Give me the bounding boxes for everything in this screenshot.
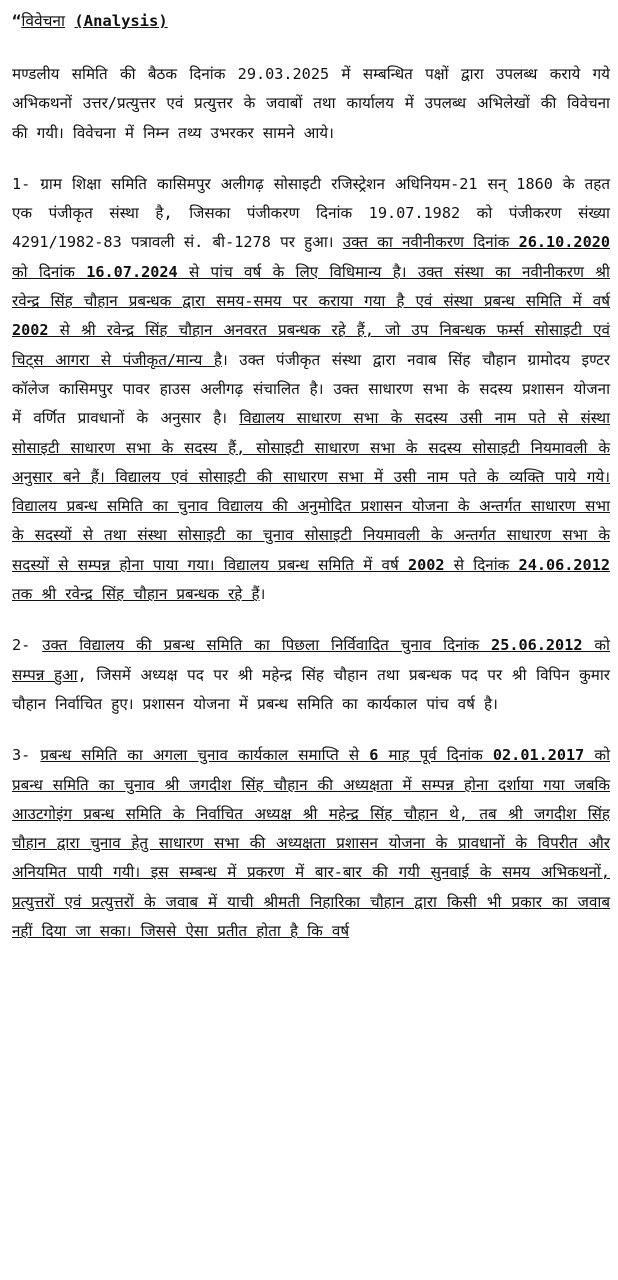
text-run: को सम्पन्न हुआ (12, 636, 610, 684)
text-run: मण्डलीय समिति की बैठक दिनांक 29.03.2025 में सम्बन्धित पक्षों द्वारा उपलब्ध कराये गये अभिकथनों उत्तर/प्रत्युत्तर एवं प्रत्युत्तर के जवाबों तथा कार्यालय में उपलब्ध अभिलेखों की विवेचना की गयी। विवेचना में निम्न तथ्य उभरकर सामने आये। (12, 65, 610, 142)
text-run: 25.06.2012 (491, 636, 583, 655)
text-run: उक्त विद्यालय की प्रबन्ध समिति का पिछला निर्विवादित चुनाव दिनांक (42, 636, 492, 655)
text-run: 2002 (407, 555, 445, 574)
text-run: , जिसमें अध्यक्ष पद पर श्री महेन्द्र सिंह चौहान तथा प्रबन्धक पद पर श्री विपिन कुमार चौहान निर्वाचित हुए। प्रशासन योजना में प्रबन्ध समिति का कार्यकाल पांच वर्ष है। (12, 665, 611, 713)
text-run: माह पूर्व दिनांक (378, 746, 493, 765)
section-heading (12, 6, 610, 36)
text-run: को दिनांक (12, 262, 87, 281)
heading-hindi: विवेचना (21, 12, 66, 30)
paragraph-intro (12, 60, 610, 148)
text-run: विद्यालय साधारण सभा के सदस्य उसी नाम पते से संस्था सोसाइटी साधारण सभा के सदस्य हैं, सोसाइटी साधारण सभा के सदस्य सोसाइटी नियमावली के अनुसार बने हैं। विद्यालय एवं सोसाइटी की साधारण सभा में उसी नाम पते के व्यक्ति पाये गये। विद्यालय प्रबन्ध समिति का चुनाव विद्यालय की अनुमोदित प्रशासन योजना के अन्तर्गत साधारण सभा के सदस्यों से तथा संस्था सोसाइटी का चुनाव सोसाइटी नियमावली के अन्तर्गत साधारण सभा के सदस्यों से सम्पन्न होना पाया गया। विद्यालय प्रबन्ध समिति में वर्ष (12, 409, 611, 574)
opening-quote-mark: “ (12, 12, 22, 30)
text-run: 3- (12, 746, 41, 765)
text-run: । (259, 585, 266, 604)
text-run: 26.10.2020 (518, 233, 610, 252)
text-run: से पांच वर्ष के लिए विधिमान्य है। उक्त संस्था का नवीनीकरण श्री रवेन्द्र सिंह चौहान प्रबन्धक द्वारा समय-समय पर कराया गया है एवं संस्था प्रबन्ध समिति में वर्ष (12, 262, 610, 311)
paragraph-point-2 (12, 631, 610, 719)
text-run: तक श्री रवेन्द्र सिंह चौहान प्रबन्धक रहे हैं (12, 585, 260, 604)
text-run: 2- (12, 636, 43, 655)
text-run: । उक्त पंजीकृत संस्था द्वारा नवाब सिंह चौहान ग्रामोदय इण्टर कॉलेज कासिमपुर पावर हाउस अलीगढ़ संचालित है। उक्त साधारण सभा के सदस्य प्रशासन योजना में वर्णित प्रावधानों के अनुसार है। (12, 350, 610, 428)
text-run: से दिनांक (444, 555, 519, 574)
paragraph-point-1 (12, 170, 610, 609)
heading-english: (Analysis) (74, 12, 168, 30)
text-run: 6 (369, 746, 379, 765)
paragraph-point-3 (12, 741, 610, 946)
text-run: 24.06.2012 (518, 555, 610, 574)
document-page (12, 6, 610, 968)
text-run: उक्त का नवीनीकरण दिनांक (342, 233, 519, 252)
text-run: 16.07.2024 (86, 262, 178, 281)
text-run: 02.01.2017 (492, 746, 585, 765)
text-run: प्रबन्ध समिति का अगला चुनाव कार्यकाल समाप्ति से (40, 746, 370, 765)
text-run: 2002 (12, 321, 49, 340)
text-run: से श्री रवेन्द्र सिंह चौहान अनवरत प्रबन्धक रहे हैं, जो उप निबन्धक फर्म्स सोसाइटी एवं चिट्स आगरा से पंजीकृत/मान्य है (12, 321, 610, 369)
text-run: को प्रबन्ध समिति का चुनाव श्री जगदीश सिंह चौहान की अध्यक्षता में सम्पन्न होना दर्शाया गया जबकि आउटगोइंग प्रबन्ध समिति के निर्वाचित अध्यक्ष श्री महेन्द्र सिंह चौहान थे, तब श्री जगदीश सिंह चौहान द्वारा चुनाव हेतु साधारण सभा की अध्यक्षता प्रशासन योजना के प्रावधानों के विपरीत और अनियमित पायी गयी। इस सम्बन्ध में प्रकरण में बार-बार की गयी सुनवाई के समय अभिकथनों, प्रत्युत्तरों एवं प्रत्युत्तरों के जवाब में याची श्रीमती निहारिका चौहान द्वारा किसी भी प्रकार का जवाब नहीं दिया जा सका। जिससे ऐसा प्रतीत होता है कि वर्ष (12, 746, 610, 941)
text-run: 1- ग्राम शिक्षा समिति कासिमपुर अलीगढ़ सोसाइटी रजिस्ट्रेशन अधिनियम-21 सन् 1860 के तहत एक पंजीकृत संस्था है, जिसका पंजीकरण दिनांक 19.07.1982 को पंजीकरण संख्या 4291/1982-83 पत्रावली सं. बी-1278 पर हुआ। (12, 174, 610, 252)
